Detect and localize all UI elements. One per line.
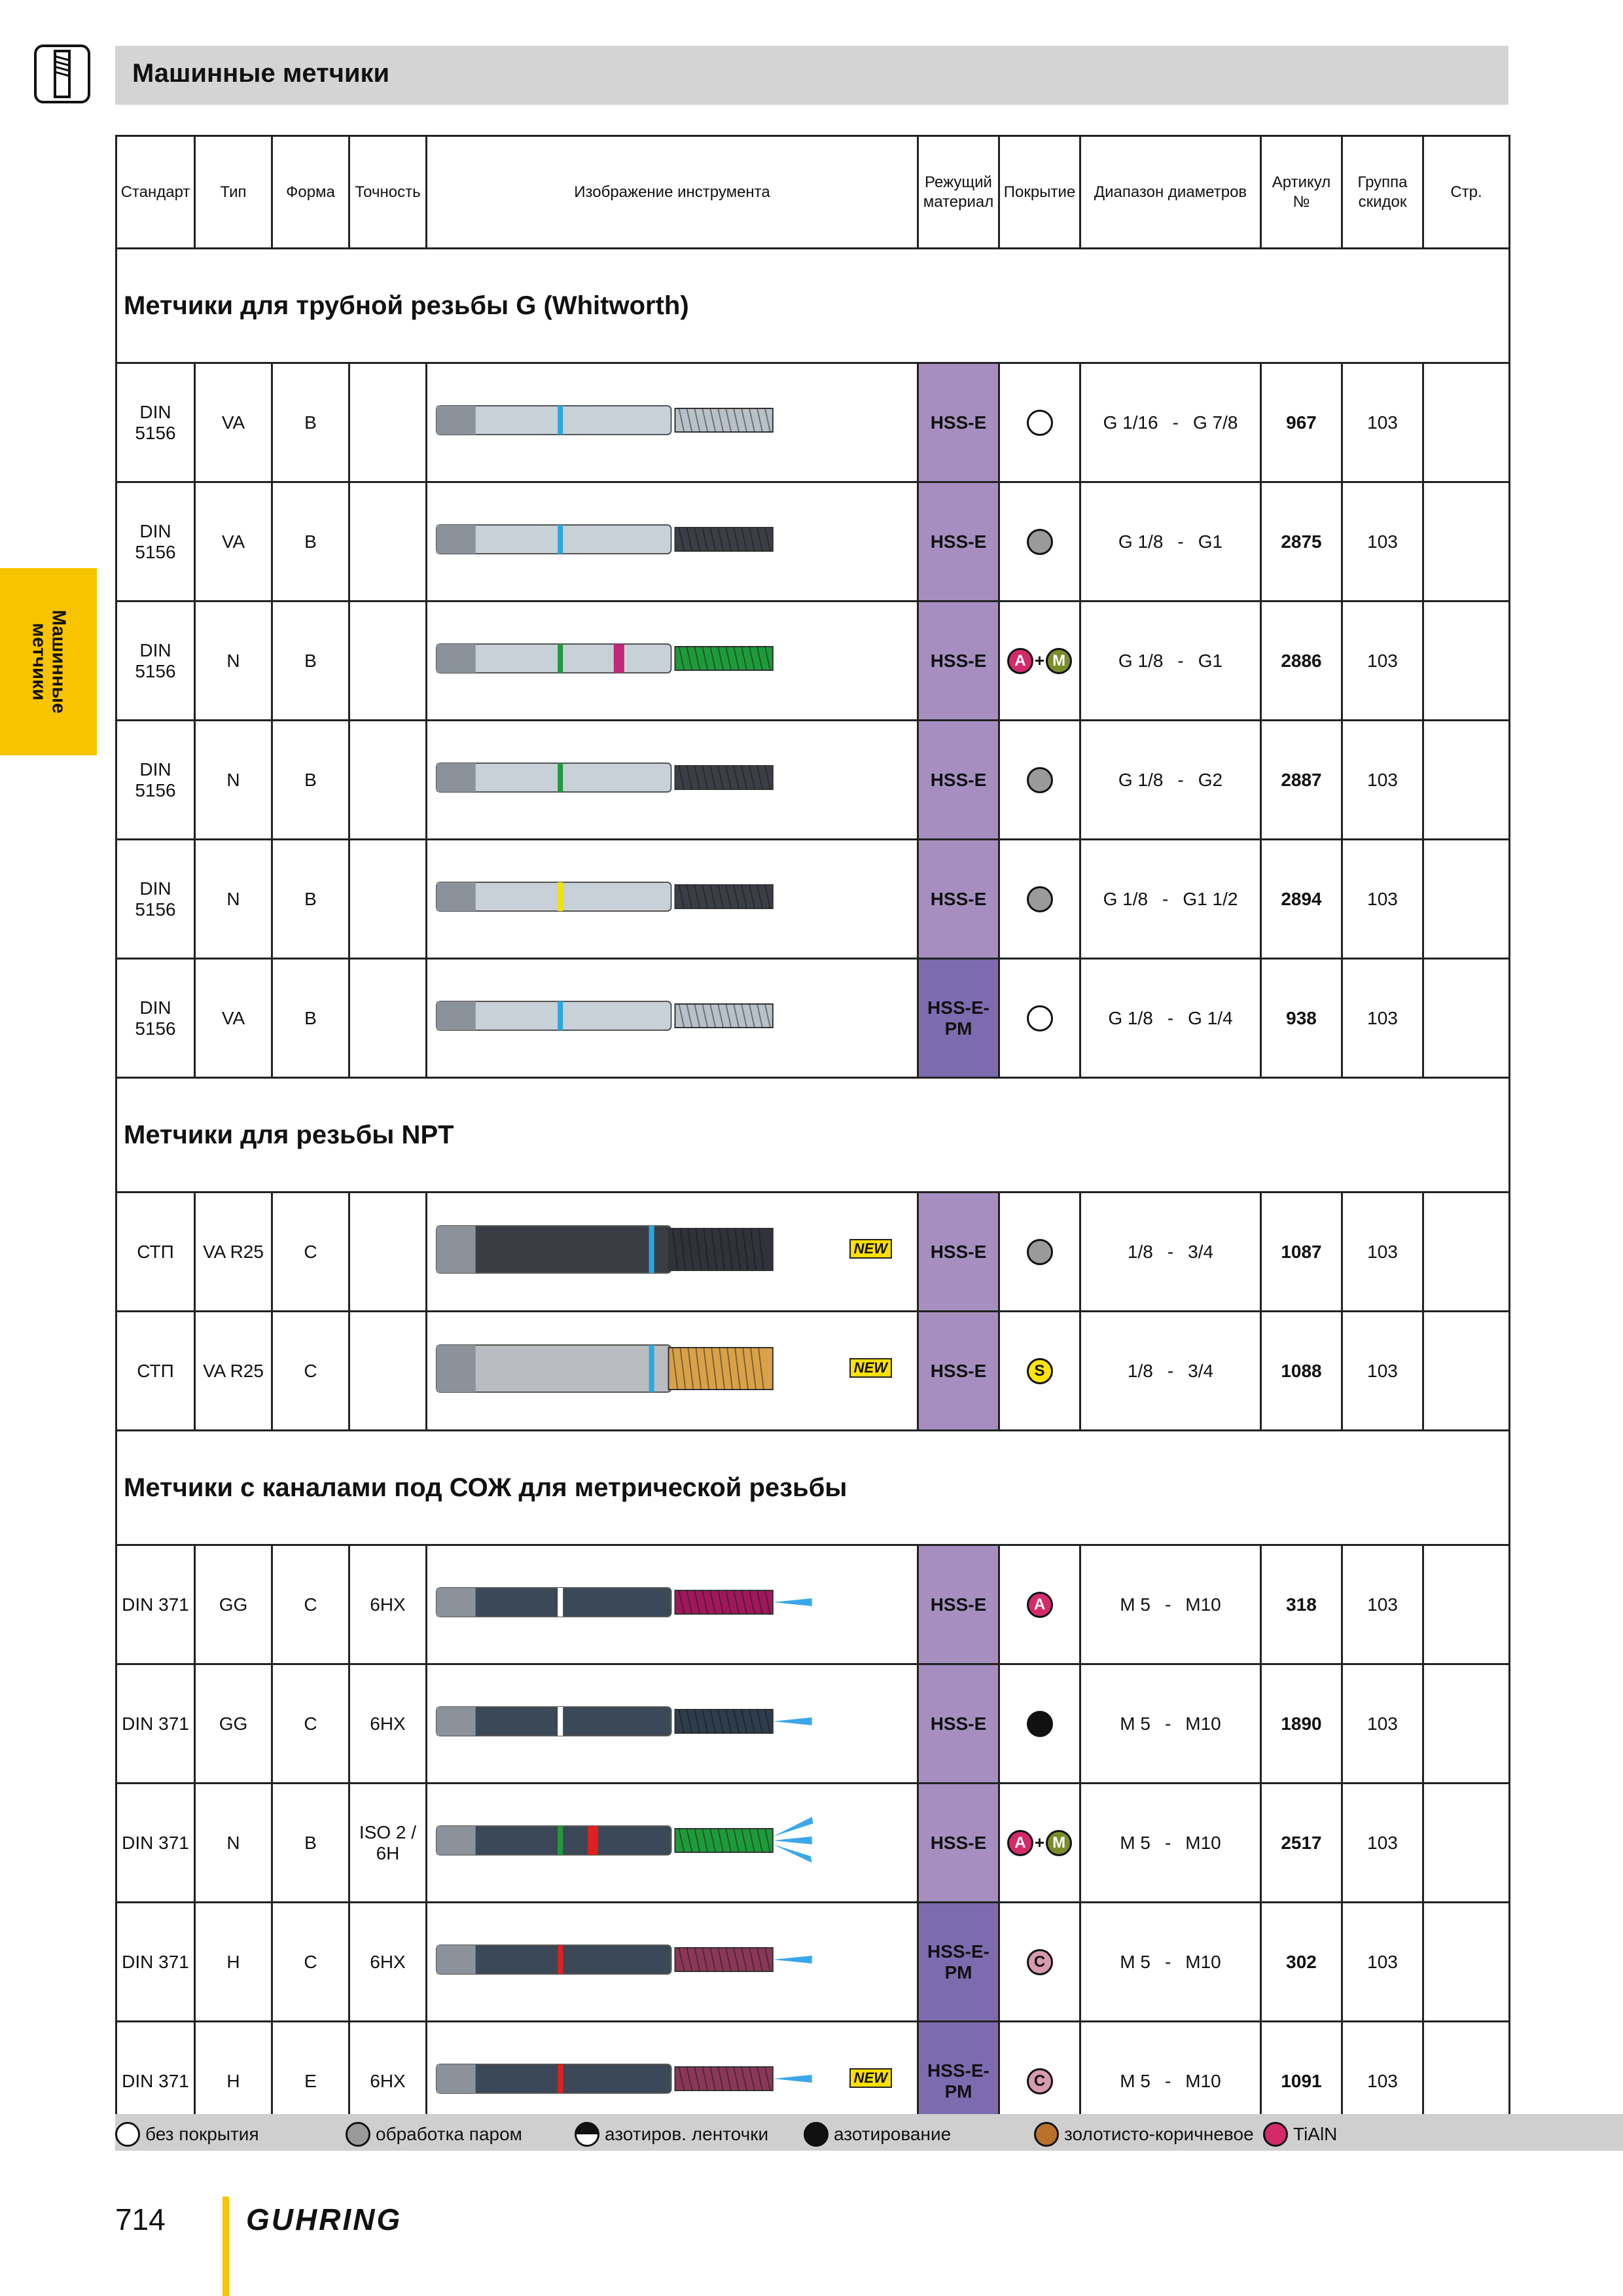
tool-image-cell [427, 1784, 918, 1903]
col-standard: Стандарт [116, 136, 195, 249]
range-cell: 1/8 - 3/4 [1080, 1193, 1261, 1312]
material-cell: HSS-E [918, 601, 999, 721]
tool-image-cell [427, 601, 918, 721]
material-cell: HSS-E [918, 1312, 999, 1431]
footer-accent [223, 2197, 229, 2296]
precision-cell: ISO 2 / 6H [349, 1784, 427, 1903]
standard-cell: DIN 371 [116, 1784, 195, 1903]
article-cell[interactable]: 2894 [1261, 840, 1342, 959]
coating-s-icon: S [1027, 1358, 1053, 1384]
standard-cell: DIN 5156 [116, 482, 195, 601]
coating-cell [999, 721, 1080, 840]
coating-m-icon: M [1046, 648, 1072, 674]
discount-group-cell: 103 [1342, 1903, 1423, 2022]
tap-tool-image [427, 1193, 917, 1306]
type-cell: VA [195, 363, 272, 482]
uncoated-icon [115, 2122, 140, 2147]
standard-cell: DIN 5156 [116, 959, 195, 1078]
discount-group-cell: 103 [1342, 1664, 1423, 1784]
standard-cell: DIN 5156 [116, 363, 195, 482]
range-cell: G 1/8 - G1 1/2 [1080, 840, 1261, 959]
legend-item [575, 2122, 768, 2147]
precision-cell [349, 482, 427, 601]
precision-cell: 6HX [349, 1545, 427, 1664]
tool-image-cell [427, 721, 918, 840]
legend-item [1034, 2122, 1254, 2147]
type-cell: H [195, 2022, 272, 2141]
precision-cell [349, 1312, 427, 1431]
tialn-coating-icon: A [1007, 1830, 1033, 1856]
article-cell[interactable]: 1890 [1261, 1664, 1342, 1784]
table-row [116, 721, 1510, 840]
tool-image-cell [427, 1545, 918, 1664]
steam-treated-icon [1027, 886, 1053, 912]
material-cell: HSS-E [918, 482, 999, 601]
type-cell: VA [195, 482, 272, 601]
range-cell: M 5 - M10 [1080, 1903, 1261, 2022]
material-cell: HSS-E [918, 1784, 999, 1903]
tool-image-cell [427, 840, 918, 959]
table-row [116, 840, 1510, 959]
precision-cell [349, 363, 427, 482]
coating-cell [999, 363, 1080, 482]
page-cell [1423, 1193, 1510, 1312]
product-table [115, 135, 1510, 2142]
col-form: Форма [272, 136, 349, 249]
article-cell[interactable]: 302 [1261, 1903, 1342, 2022]
article-cell[interactable]: 938 [1261, 959, 1342, 1078]
steam-treated-icon [1027, 1239, 1053, 1265]
tool-image-cell [427, 482, 918, 601]
article-cell[interactable]: 2887 [1261, 721, 1342, 840]
type-cell: VA [195, 959, 272, 1078]
tool-image-cell [427, 1312, 918, 1431]
article-cell[interactable]: 1088 [1261, 1312, 1342, 1431]
form-cell: B [272, 721, 349, 840]
precision-cell: 6HX [349, 2022, 427, 2141]
type-cell: GG [195, 1664, 272, 1784]
tap-tool-image [427, 364, 917, 476]
page-cell [1423, 363, 1510, 482]
table-row [116, 1784, 1510, 1903]
coating-cell [999, 482, 1080, 601]
coating-cell [999, 1784, 1080, 1903]
material-cell: HSS-E [918, 1193, 999, 1312]
material-cell: HSS-E-PM [918, 1903, 999, 2022]
tap-tool-image [427, 840, 917, 953]
coating-cell [999, 840, 1080, 959]
new-badge: NEW [849, 1239, 892, 1259]
discount-group-cell: 103 [1342, 2022, 1423, 2141]
tap-tool-image [427, 1546, 917, 1659]
brand-logo: GUHRING [246, 2202, 402, 2236]
coating-cell [999, 1312, 1080, 1431]
standard-cell: DIN 371 [116, 1664, 195, 1784]
table-row [116, 1664, 1510, 1784]
precision-cell [349, 959, 427, 1078]
range-cell: G 1/8 - G1 [1080, 482, 1261, 601]
tool-image-cell [427, 1193, 918, 1312]
tap-tool-image [427, 602, 917, 715]
tialn-coating-icon: A [1027, 1592, 1053, 1618]
coating-cell [999, 601, 1080, 721]
uncoated-icon [1027, 1005, 1053, 1031]
standard-cell: DIN 5156 [116, 840, 195, 959]
table-row [116, 959, 1510, 1078]
section-title: Метчики с каналами под СОЖ для метрической резьбы [116, 1431, 1510, 1545]
table-row [116, 1193, 1510, 1312]
type-cell: N [195, 1784, 272, 1903]
table-row [116, 1545, 1510, 1664]
tialn-coating-icon: A [1007, 648, 1033, 674]
discount-group-cell: 103 [1342, 1312, 1423, 1431]
form-cell: B [272, 482, 349, 601]
page-number: 714 [115, 2202, 166, 2236]
standard-cell: СТП [116, 1312, 195, 1431]
section-row [116, 1078, 1510, 1193]
tap-tool-image [427, 721, 917, 834]
form-cell: B [272, 840, 349, 959]
type-cell: VA R25 [195, 1193, 272, 1312]
table-row [116, 1903, 1510, 2022]
section-row [116, 249, 1510, 363]
col-article: Артикул № [1261, 136, 1342, 249]
col-range: Диапазон диаметров [1080, 136, 1261, 249]
standard-cell: СТП [116, 1193, 195, 1312]
page-cell [1423, 840, 1510, 959]
standard-cell: DIN 371 [116, 1545, 195, 1664]
section-title: Метчики для резьбы NPT [116, 1078, 1510, 1193]
precision-cell [349, 840, 427, 959]
col-coating: Покрытие [999, 136, 1080, 249]
steam-treated-icon [1027, 529, 1053, 555]
nitrided-margins-icon [575, 2122, 599, 2147]
range-cell: M 5 - M10 [1080, 1664, 1261, 1784]
article-cell[interactable]: 2886 [1261, 601, 1342, 721]
article-cell[interactable]: 2517 [1261, 1784, 1342, 1903]
type-cell: N [195, 601, 272, 721]
coating-cell [999, 1903, 1080, 2022]
tool-image-cell [427, 363, 918, 482]
page-title: Машинные метчики [132, 59, 390, 88]
form-cell: C [272, 1903, 349, 2022]
page-cell [1423, 1545, 1510, 1664]
article-cell[interactable]: 2875 [1261, 482, 1342, 601]
page-cell [1423, 1784, 1510, 1903]
tap-tool-image [427, 1784, 917, 1897]
gold-brown-icon [1034, 2122, 1059, 2147]
col-discount-group: Группа скидок [1342, 136, 1423, 249]
form-cell: C [272, 1664, 349, 1784]
article-cell[interactable]: 318 [1261, 1545, 1342, 1664]
discount-group-cell: 103 [1342, 840, 1423, 959]
type-cell: GG [195, 1545, 272, 1664]
form-cell: E [272, 2022, 349, 2141]
article-cell[interactable]: 1091 [1261, 2022, 1342, 2141]
tialn-icon [1263, 2122, 1288, 2147]
legend-label: азотирование [834, 2124, 952, 2144]
legend-label: азотиров. ленточки [605, 2124, 769, 2144]
precision-cell [349, 721, 427, 840]
table-row [116, 1312, 1510, 1431]
new-badge: NEW [849, 1358, 892, 1378]
range-cell: M 5 - M10 [1080, 2022, 1261, 2141]
standard-cell: DIN 5156 [116, 601, 195, 721]
tap-tool-image [427, 960, 917, 1072]
tap-tool-image [427, 1903, 917, 2016]
page-cell [1423, 1903, 1510, 2022]
range-cell: G 1/8 - G1 [1080, 601, 1261, 721]
page-cell [1423, 1312, 1510, 1431]
material-cell: HSS-E [918, 721, 999, 840]
coating-c-icon: C [1027, 1949, 1053, 1975]
form-cell: B [272, 959, 349, 1078]
new-badge: NEW [849, 2068, 892, 2088]
page-cell [1423, 1664, 1510, 1784]
coating-cell [999, 1664, 1080, 1784]
range-cell: G 1/8 - G 1/4 [1080, 959, 1261, 1078]
range-cell: M 5 - M10 [1080, 1784, 1261, 1903]
legend-item [346, 2122, 522, 2147]
table-row [116, 482, 1510, 601]
col-page: Стр. [1423, 136, 1510, 249]
page-cell [1423, 959, 1510, 1078]
material-cell: HSS-E [918, 1545, 999, 1664]
tap-tool-image [427, 1312, 917, 1425]
page-cell [1423, 601, 1510, 721]
range-cell: G 1/16 - G 7/8 [1080, 363, 1261, 482]
col-precision: Точность [349, 136, 427, 249]
coating-cell [999, 1193, 1080, 1312]
form-cell: B [272, 1784, 349, 1903]
coating-m-icon: M [1046, 1830, 1072, 1856]
discount-group-cell: 103 [1342, 959, 1423, 1078]
article-cell[interactable]: 967 [1261, 363, 1342, 482]
discount-group-cell: 103 [1342, 1193, 1423, 1312]
col-material: Режущий материал [918, 136, 999, 249]
tool-image-cell [427, 959, 918, 1078]
coating-cell [999, 959, 1080, 1078]
precision-cell [349, 1193, 427, 1312]
type-cell: N [195, 721, 272, 840]
discount-group-cell: 103 [1342, 721, 1423, 840]
legend-item [115, 2122, 259, 2147]
coating-cell [999, 1545, 1080, 1664]
page-cell [1423, 482, 1510, 601]
legend-label: золотисто-коричневое [1064, 2124, 1254, 2144]
legend-label: TiAlN [1293, 2124, 1338, 2144]
discount-group-cell: 103 [1342, 1545, 1423, 1664]
section-title: Метчики для трубной резьбы G (Whitworth) [116, 249, 1510, 363]
tap-tool-image [427, 483, 917, 596]
precision-cell: 6HX [349, 1903, 427, 2022]
tap-tool-image [427, 1665, 917, 1778]
table-row [116, 601, 1510, 721]
standard-cell: DIN 5156 [116, 721, 195, 840]
col-type: Тип [195, 136, 272, 249]
legend-item [804, 2122, 951, 2147]
type-cell: N [195, 840, 272, 959]
table-row [116, 363, 1510, 482]
legend-label: без покрытия [145, 2124, 259, 2144]
precision-cell: 6HX [349, 1664, 427, 1784]
tap-icon [34, 45, 90, 103]
tool-image-cell [427, 1903, 918, 2022]
material-cell: HSS-E-PM [918, 959, 999, 1078]
discount-group-cell: 103 [1342, 1784, 1423, 1903]
side-tab-label: Машинные метчики [28, 609, 69, 714]
discount-group-cell: 103 [1342, 601, 1423, 721]
precision-cell [349, 601, 427, 721]
page-cell [1423, 721, 1510, 840]
plus-sign: + [1034, 651, 1045, 670]
plus-sign: + [1034, 1833, 1045, 1852]
legend-item [1263, 2122, 1337, 2147]
form-cell: C [272, 1545, 349, 1664]
steam-treated-icon [346, 2122, 370, 2147]
steam-treated-icon [1027, 767, 1053, 793]
nitrided-icon [804, 2122, 829, 2147]
col-image: Изображение инструмента [427, 136, 918, 249]
material-cell: HSS-E [918, 363, 999, 482]
coating-c-icon: C [1027, 2068, 1053, 2094]
tool-image-cell [427, 1664, 918, 1784]
material-cell: HSS-E [918, 1664, 999, 1784]
standard-cell: DIN 371 [116, 2022, 195, 2141]
legend-label: обработка паром [376, 2124, 522, 2144]
nitrided-icon [1027, 1711, 1053, 1737]
standard-cell: DIN 371 [116, 1903, 195, 2022]
range-cell: G 1/8 - G2 [1080, 721, 1261, 840]
range-cell: 1/8 - 3/4 [1080, 1312, 1261, 1431]
uncoated-icon [1027, 410, 1053, 436]
form-cell: B [272, 601, 349, 721]
material-cell: HSS-E-PM [918, 2022, 999, 2141]
material-cell: HSS-E [918, 840, 999, 959]
form-cell: C [272, 1312, 349, 1431]
type-cell: H [195, 1903, 272, 2022]
discount-group-cell: 103 [1342, 363, 1423, 482]
article-cell[interactable]: 1087 [1261, 1193, 1342, 1312]
form-cell: B [272, 363, 349, 482]
type-cell: VA R25 [195, 1312, 272, 1431]
discount-group-cell: 103 [1342, 482, 1423, 601]
section-row [116, 1431, 1510, 1545]
form-cell: C [272, 1193, 349, 1312]
range-cell: M 5 - M10 [1080, 1545, 1261, 1664]
